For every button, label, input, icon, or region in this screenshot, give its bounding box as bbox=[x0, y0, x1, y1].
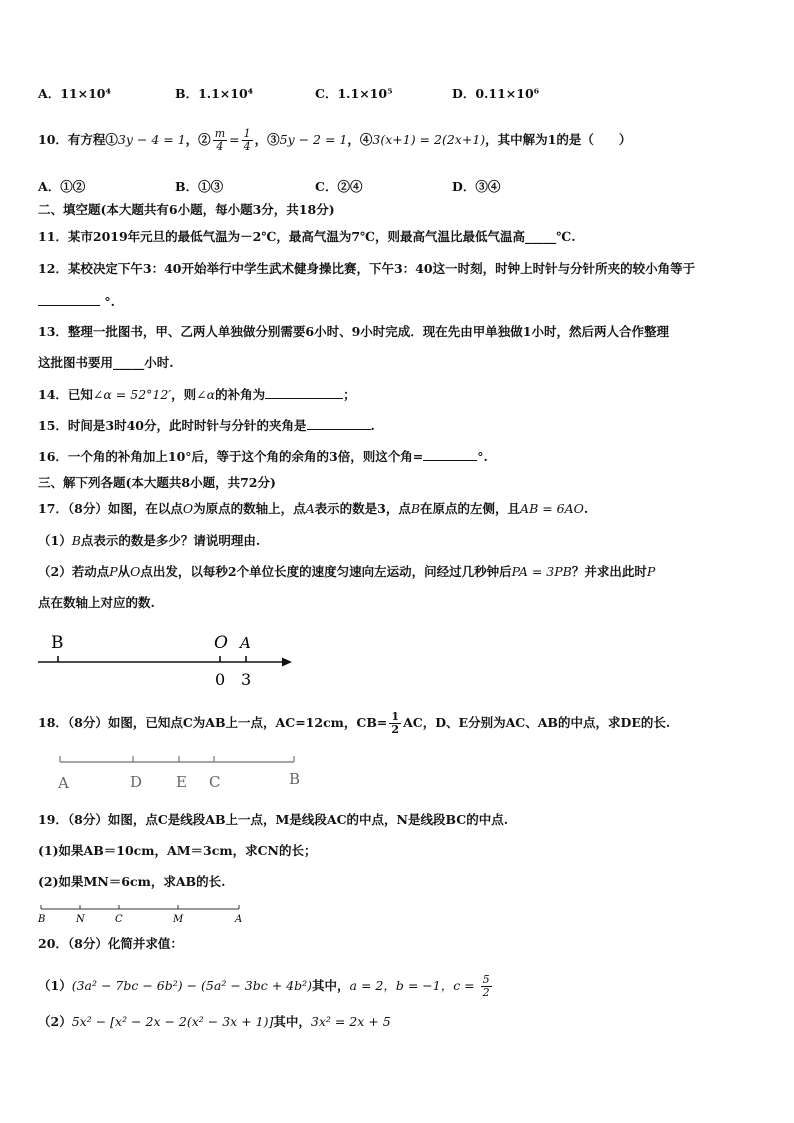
q9-option-b: B．1.1×10⁴ bbox=[175, 86, 254, 101]
q15-suffix: . bbox=[370, 418, 375, 433]
q17-b: B bbox=[410, 501, 421, 516]
label-a: A bbox=[235, 914, 243, 925]
q18-frac-num: 1 bbox=[391, 710, 400, 723]
q17-p1-num: （1） bbox=[38, 533, 72, 548]
q15-answer-blank bbox=[307, 417, 371, 430]
q17-p1-b: B bbox=[71, 533, 81, 548]
q17-text-a: 17．（8分）如图，在以点 bbox=[38, 501, 183, 516]
label-c: C bbox=[115, 914, 123, 925]
q17-question bbox=[38, 501, 588, 517]
q15-text: 15．时间是3时40分，此时时针与分针的夹角是 bbox=[38, 418, 307, 433]
q17-p2-ask: ？并求出此时 bbox=[571, 564, 647, 579]
q10-option-d: D．③④ bbox=[452, 179, 501, 194]
q14-mid: ，则 bbox=[171, 387, 197, 402]
label-b: B bbox=[289, 770, 301, 788]
q17-p2-p: P bbox=[109, 564, 118, 579]
q18-segment-figure bbox=[54, 752, 314, 794]
q20-p1-num: （1） bbox=[38, 978, 72, 993]
q20-p1-fraction bbox=[481, 974, 492, 999]
q9-option-c: C．1.1×10⁵ bbox=[315, 86, 393, 101]
q18-frac-den: 2 bbox=[391, 723, 400, 736]
q10-question bbox=[38, 128, 631, 153]
q9-option-d: D．0.11×10⁶ bbox=[452, 86, 540, 101]
label-o: O bbox=[214, 633, 228, 653]
q11-question: 11．某市2019年元旦的最低气温为－2℃，最高气温为7℃，则最高气温比最低气温高_____℃. bbox=[38, 229, 576, 244]
label-a: A bbox=[240, 634, 251, 652]
q12-question-line1: 12．某校决定下午3：40开始举行中学生武术健身操比赛，下午3：40这一时刻，时钟上时针与分针所夹的较小角等于 bbox=[38, 261, 696, 276]
q20-p1-values: a = 2，b = −1，c = bbox=[349, 978, 479, 993]
q20-part1 bbox=[38, 974, 494, 999]
q17-text-e: . bbox=[583, 501, 589, 516]
q10-option-b: B．①③ bbox=[175, 179, 224, 194]
label-b: B bbox=[38, 914, 46, 925]
q18-fraction bbox=[389, 711, 401, 736]
q16-answer-blank bbox=[423, 448, 477, 461]
q14-text: 的补角为 bbox=[215, 387, 266, 402]
q17-text-c: 表示的数是3，点 bbox=[314, 501, 411, 516]
q10-eq2-den: 4 bbox=[216, 140, 224, 153]
label-b: B bbox=[51, 633, 64, 653]
q16-question bbox=[38, 448, 488, 465]
q17-text-b: 为原点的数轴上，点 bbox=[193, 501, 306, 516]
q13-question-line2: 这批图书要用_____小时. bbox=[38, 355, 174, 370]
q20-p1-expression: (3a² − 7bc − 6b²) − (5a² − 3bc + 4b²) bbox=[71, 978, 312, 993]
q10-eq4: 3(x+1) = 2(2x+1) bbox=[372, 132, 486, 147]
q16-text: 16．一个角的补角加上10°后，等于这个角的余角的3倍，则这个角= bbox=[38, 449, 424, 464]
q10-eq2-rhs bbox=[242, 128, 253, 153]
q14-angle-ref: ∠α bbox=[196, 387, 216, 402]
section-2-heading: 二、填空题(本大题共有6小题，每小题3分，共18分) bbox=[38, 202, 335, 217]
label-e: E bbox=[176, 773, 187, 791]
q10-sep4: ，④ bbox=[347, 132, 373, 147]
q12-answer-blank bbox=[38, 293, 100, 306]
q18-text-a: 18．（8分）如图，已知点C为AB上一点，AC=12cm，CB= bbox=[38, 715, 388, 730]
label-c: C bbox=[209, 773, 221, 791]
q18-question bbox=[38, 711, 670, 736]
section-3-heading: 三、解下列各题(本大题共8小题，共72分) bbox=[38, 475, 276, 490]
label-a: A bbox=[58, 774, 69, 792]
q10-eq2-eq: = bbox=[229, 132, 240, 147]
q20-p1-frac-num: 5 bbox=[482, 973, 490, 986]
q17-part2 bbox=[38, 564, 655, 580]
q20-p1-where: 其中， bbox=[312, 978, 350, 993]
q17-part1 bbox=[38, 533, 260, 549]
q20-question: 20．（8分）化简并求值： bbox=[38, 936, 183, 951]
q10-option-a: A．①② bbox=[38, 179, 86, 194]
q20-p1-frac-den: 2 bbox=[482, 986, 490, 999]
q10-eq2-rnum: 1 bbox=[243, 127, 251, 140]
q20-p2-num: （2） bbox=[38, 1014, 72, 1029]
q17-number-line-figure bbox=[30, 628, 310, 690]
q16-suffix: °. bbox=[477, 449, 488, 464]
q10-eq2-num: m bbox=[214, 127, 226, 140]
q17-part2-line2: 点在数轴上对应的数. bbox=[38, 595, 155, 610]
label-d: D bbox=[130, 773, 143, 791]
q14-answer-blank bbox=[265, 386, 343, 399]
q12-question-line2 bbox=[38, 293, 115, 310]
q17-p2-condition: PA = 3PB bbox=[511, 564, 572, 579]
q20-p2-where: 其中， bbox=[273, 1014, 311, 1029]
q19-part1: (1)如果AB＝10cm，AM＝3cm，求CN的长； bbox=[38, 843, 317, 858]
q10-prefix: 10．有方程① bbox=[38, 132, 118, 147]
q18-text-b: AC，D、E分别为AC、AB的中点，求DE的长. bbox=[403, 715, 671, 730]
q20-p2-condition: 3x² = 2x + 5 bbox=[310, 1014, 391, 1029]
q17-p2-from: 从 bbox=[117, 564, 131, 579]
q14-suffix: ； bbox=[343, 387, 356, 402]
label-n: N bbox=[76, 914, 85, 925]
q13-question-line1: 13．整理一批图书，甲、乙两人单独做分别需要6小时、9小时完成．现在先由甲单独做1小时，然后两人合作整理 bbox=[38, 324, 669, 339]
q15-question bbox=[38, 417, 375, 434]
q17-condition: AB = 6AO bbox=[520, 501, 584, 516]
q17-text-d: 在原点的左侧，且 bbox=[420, 501, 521, 516]
q17-p2-o: O bbox=[130, 564, 141, 579]
q14-angle: ∠α = 52°12′ bbox=[92, 387, 172, 402]
q10-eq2-lhs bbox=[213, 128, 227, 153]
number-line-arrow bbox=[282, 658, 292, 667]
q10-eq1: 3y − 4 = 1 bbox=[117, 132, 186, 147]
q17-p2-num: （2）若动点 bbox=[38, 564, 110, 579]
q10-eq2-rden: 4 bbox=[243, 140, 251, 153]
q17-a: A bbox=[305, 501, 315, 516]
q19-part2: (2)如果MN＝6cm，求AB的长. bbox=[38, 874, 226, 889]
q20-p2-expression: 5x² − [x² − 2x − 2(x² − 3x + 1)] bbox=[71, 1014, 274, 1029]
q19-question: 19．（8分）如图，点C是线段AB上一点，M是线段AC的中点，N是线段BC的中点. bbox=[38, 812, 509, 827]
q17-p2-p2: P bbox=[646, 564, 656, 579]
q17-p1-text: 点表示的数是多少？请说明理由. bbox=[80, 533, 261, 548]
q19-segment-figure bbox=[34, 900, 254, 928]
q10-sep2: ，② bbox=[185, 132, 211, 147]
q10-suffix: ，其中解为1的是（ ） bbox=[485, 132, 632, 147]
q10-eq3: 5y − 2 = 1 bbox=[279, 132, 348, 147]
q17-p2-text: 点出发，以每秒2个单位长度的速度匀速向左运动，问经过几秒钟后 bbox=[140, 564, 512, 579]
q14-prefix: 14．已知 bbox=[38, 387, 93, 402]
tick-label-0: 0 bbox=[215, 670, 226, 689]
tick-label-3: 3 bbox=[241, 670, 252, 689]
q10-option-c: C．②④ bbox=[315, 179, 363, 194]
q9-option-a: A．11×10⁴ bbox=[38, 86, 111, 101]
label-m: M bbox=[173, 914, 184, 925]
q10-sep3: ，③ bbox=[254, 132, 280, 147]
q20-part2 bbox=[38, 1014, 391, 1030]
q12-suffix: °. bbox=[104, 294, 115, 309]
q14-question bbox=[38, 386, 356, 403]
q17-o: O bbox=[182, 501, 194, 516]
